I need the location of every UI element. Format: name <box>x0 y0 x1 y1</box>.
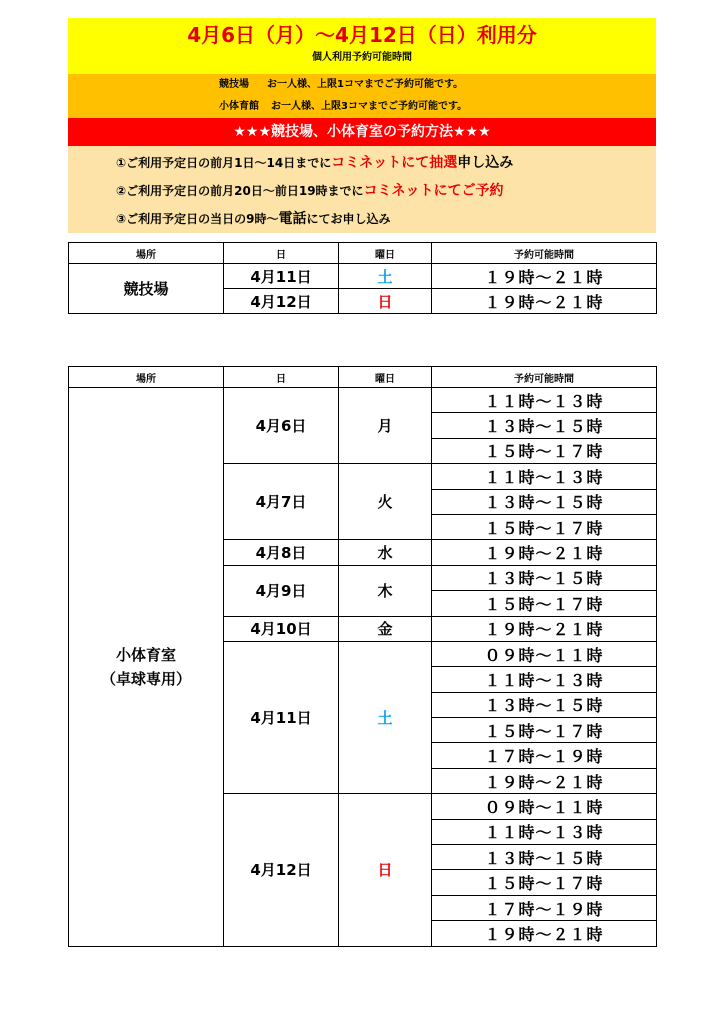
date-cell: 4月7日 <box>224 464 339 540</box>
rule-text: お一人様、上限1コマまでご予約可能です。 <box>267 79 464 90</box>
weekday-cell: 火 <box>339 464 432 540</box>
place-cell <box>69 264 224 314</box>
weekday-cell: 水 <box>339 540 432 565</box>
table-header-row <box>69 243 657 264</box>
place-name: 競技場 <box>123 279 169 298</box>
rule-row-small-gym <box>68 96 656 118</box>
time-slot-cell: １１時～１３時 <box>432 464 657 489</box>
column-header: 予約可能時間 <box>432 243 657 264</box>
rule-row-stadium <box>68 74 656 96</box>
step-2 <box>116 180 504 200</box>
column-header: 日 <box>224 243 339 264</box>
time-slot-cell: １７時～１９時 <box>432 895 657 920</box>
date-cell: 4月12日 <box>224 289 339 314</box>
time-slot-cell: １９時～２１時 <box>432 768 657 793</box>
time-slot-cell: １１時～１３時 <box>432 667 657 692</box>
step-text: ①ご利用予定日の前月1日～14日までに <box>116 156 332 170</box>
step-text: ②ご利用予定日の前月20日～前日19時までに <box>116 184 364 198</box>
time-slot-cell: ０９時～１１時 <box>432 794 657 819</box>
date-cell: 4月10日 <box>224 616 339 641</box>
weekday-cell: 日 <box>339 289 432 314</box>
weekday-cell: 金 <box>339 616 432 641</box>
time-slot-cell: １９時～２１時 <box>432 921 657 946</box>
table-header-row <box>69 367 657 388</box>
step-text: 申し込み <box>457 155 514 171</box>
weekday-cell: 木 <box>339 565 432 616</box>
time-slot-cell: １３時～１５時 <box>432 692 657 717</box>
method-steps <box>68 146 656 233</box>
column-header: 日 <box>224 367 339 388</box>
column-header: 場所 <box>69 243 224 264</box>
time-slot-cell: １３時～１５時 <box>432 845 657 870</box>
time-slot-cell: １５時～１７時 <box>432 438 657 463</box>
step-text: ③ご利用予定日の当日の9時～ <box>116 212 279 226</box>
weekday-cell: 日 <box>339 794 432 946</box>
page-subtitle: 個人利用予約可能時間 <box>312 52 412 63</box>
page-title: 4月6日（月）～4月12日（日）利用分 <box>187 23 537 47</box>
step-highlight: コミネットにてご予約 <box>363 183 504 199</box>
date-cell: 4月12日 <box>224 794 339 946</box>
time-slot-cell: １５時～１７時 <box>432 514 657 539</box>
date-cell: 4月6日 <box>224 388 339 464</box>
method-heading: ★★★競技場、小体育室の予約方法★★★ <box>68 118 656 146</box>
time-slot-cell: １１時～１３時 <box>432 388 657 413</box>
weekday-cell: 月 <box>339 388 432 464</box>
date-cell: 4月9日 <box>224 565 339 616</box>
place-cell <box>69 388 224 947</box>
step-highlight: 電話 <box>278 211 307 227</box>
stadium-schedule-table <box>68 242 657 314</box>
time-slot-cell: １９時～２１時 <box>432 616 657 641</box>
table-row <box>69 264 657 289</box>
step-text: にてお申し込み <box>306 212 391 226</box>
small-gym-schedule-table <box>68 366 657 947</box>
time-slot-cell: １３時～１５時 <box>432 489 657 514</box>
step-1 <box>116 152 513 172</box>
time-slot-cell: １５時～１７時 <box>432 870 657 895</box>
step-3 <box>116 208 391 228</box>
time-slot-cell: ０９時～１１時 <box>432 641 657 666</box>
time-slot-cell: １５時～１７時 <box>432 718 657 743</box>
place-note: （卓球専用） <box>100 669 191 688</box>
time-slot-cell: １１時～１３時 <box>432 819 657 844</box>
rule-text: お一人様、上限3コマまでご予約可能です。 <box>271 101 468 112</box>
date-cell: 4月11日 <box>224 641 339 793</box>
column-header: 場所 <box>69 367 224 388</box>
place-name: 小体育室 <box>115 645 176 664</box>
step-highlight: コミネットにて抽選 <box>331 155 458 171</box>
weekday-cell: 土 <box>339 264 432 289</box>
column-header: 曜日 <box>339 243 432 264</box>
column-header: 予約可能時間 <box>432 367 657 388</box>
date-cell: 4月11日 <box>224 264 339 289</box>
title-banner <box>68 18 656 74</box>
table-row <box>69 388 657 413</box>
time-slot-cell: １３時～１５時 <box>432 413 657 438</box>
time-slot-cell: １７時～１９時 <box>432 743 657 768</box>
time-slot-cell: １９時～２１時 <box>432 289 657 314</box>
time-slot-cell: １９時～２１時 <box>432 264 657 289</box>
rule-facility: 競技場 <box>219 79 249 90</box>
weekday-cell: 土 <box>339 641 432 793</box>
rule-facility: 小体育館 <box>219 101 259 112</box>
column-header: 曜日 <box>339 367 432 388</box>
time-slot-cell: １９時～２１時 <box>432 540 657 565</box>
time-slot-cell: １３時～１５時 <box>432 565 657 590</box>
date-cell: 4月8日 <box>224 540 339 565</box>
time-slot-cell: １５時～１７時 <box>432 591 657 616</box>
